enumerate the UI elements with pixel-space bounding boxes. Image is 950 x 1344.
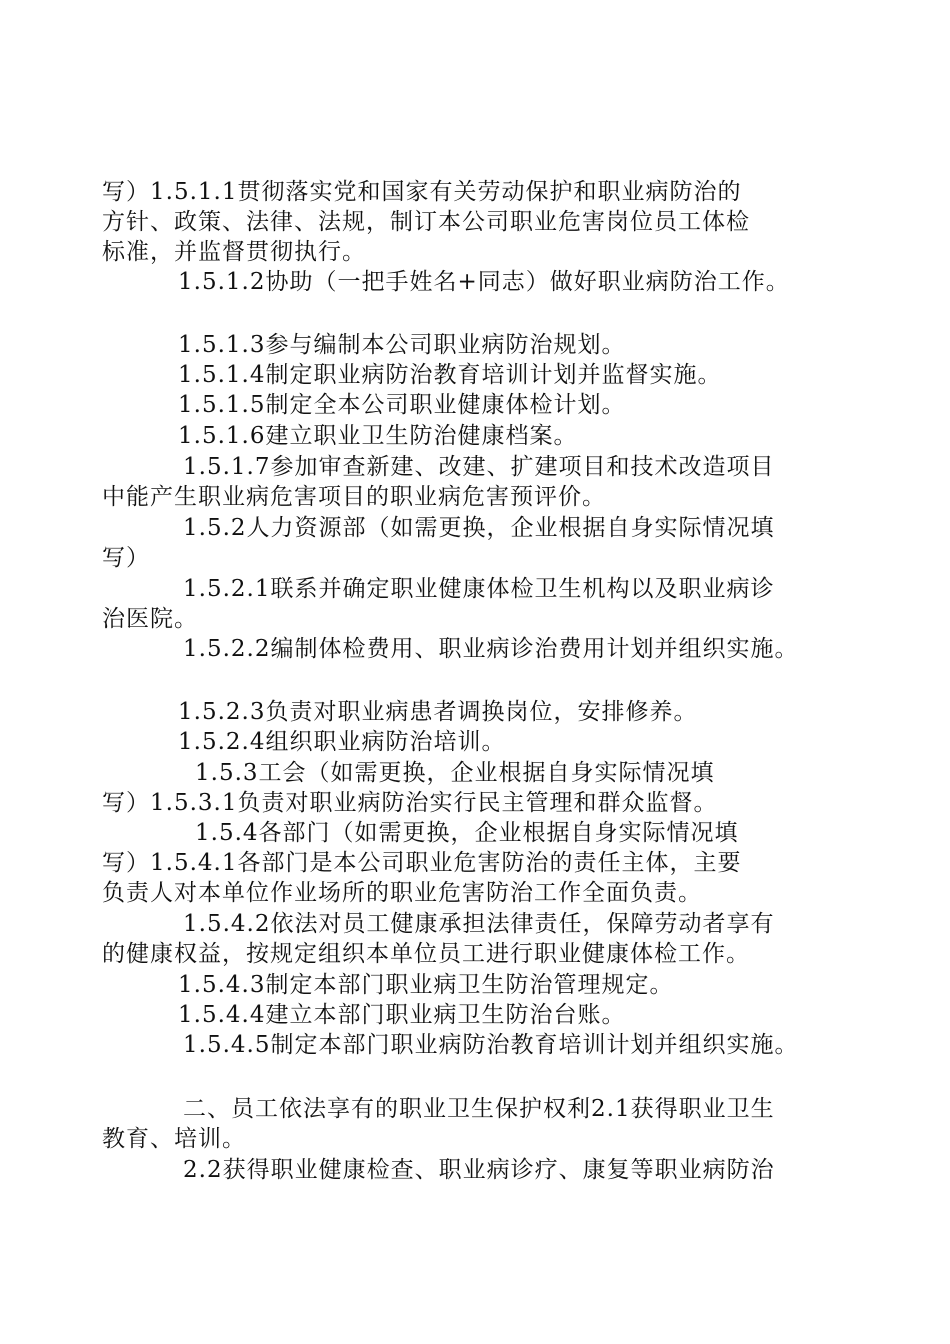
text-line: 1.5.2.4组织职业病防治培训。	[178, 729, 506, 755]
text-line: 写）1.5.1.1贯彻落实党和国家有关劳动保护和职业病防治的	[102, 179, 742, 205]
text-line: 1.5.1.3参与编制本公司职业病防治规划。	[178, 332, 626, 358]
text-line: 1.5.2.1联系并确定职业健康体检卫生机构以及职业病诊	[183, 576, 775, 602]
text-line: 1.5.4.5制定本部门职业病防治教育培训计划并组织实施。	[183, 1032, 799, 1058]
text-line: 1.5.4.4建立本部门职业病卫生防治台账。	[178, 1002, 626, 1028]
text-line: 2.2获得职业健康检查、职业病诊疗、康复等职业病防治	[183, 1157, 775, 1183]
text-line: 治医院。	[102, 606, 198, 632]
text-line: 的健康权益，按规定组织本单位员工进行职业健康体检工作。	[102, 941, 750, 967]
text-line: 1.5.1.4制定职业病防治教育培训计划并监督实施。	[178, 362, 722, 388]
text-line: 写）1.5.4.1各部门是本公司职业危害防治的责任主体，主要	[102, 850, 742, 876]
text-line: 1.5.2.2编制体检费用、职业病诊治费用计划并组织实施。	[183, 636, 799, 662]
text-line: 1.5.4.3制定本部门职业病卫生防治管理规定。	[178, 972, 674, 998]
text-line: 1.5.4.2依法对员工健康承担法律责任，保障劳动者享有	[183, 911, 775, 937]
text-line: 二、员工依法享有的职业卫生保护权利2.1获得职业卫生	[183, 1096, 775, 1122]
text-line: 中能产生职业病危害项目的职业病危害预评价。	[102, 484, 606, 510]
text-line: 1.5.2人力资源部（如需更换，企业根据自身实际情况填	[183, 515, 775, 541]
text-line: 1.5.2.3负责对职业病患者调换岗位，安排修养。	[178, 699, 698, 725]
text-line: 标准，并监督贯彻执行。	[102, 239, 366, 265]
text-line: 1.5.4各部门（如需更换，企业根据自身实际情况填	[195, 820, 739, 846]
text-line: 教育、培训。	[102, 1126, 246, 1152]
text-line: 1.5.1.5制定全本公司职业健康体检计划。	[178, 392, 626, 418]
text-line: 1.5.3工会（如需更换，企业根据自身实际情况填	[195, 760, 715, 786]
text-line: 1.5.1.6建立职业卫生防治健康档案。	[178, 423, 578, 449]
text-line: 写）1.5.3.1负责对职业病防治实行民主管理和群众监督。	[102, 790, 718, 816]
text-line: 写）	[102, 545, 150, 571]
text-line: 1.5.1.7参加审查新建、改建、扩建项目和技术改造项目	[183, 454, 775, 480]
text-line: 方针、政策、法律、法规，制订本公司职业危害岗位员工体检	[102, 209, 750, 235]
text-line: 负责人对本单位作业场所的职业危害防治工作全面负责。	[102, 880, 702, 906]
text-line: 1.5.1.2协助（一把手姓名+同志）做好职业病防治工作。	[178, 269, 790, 295]
